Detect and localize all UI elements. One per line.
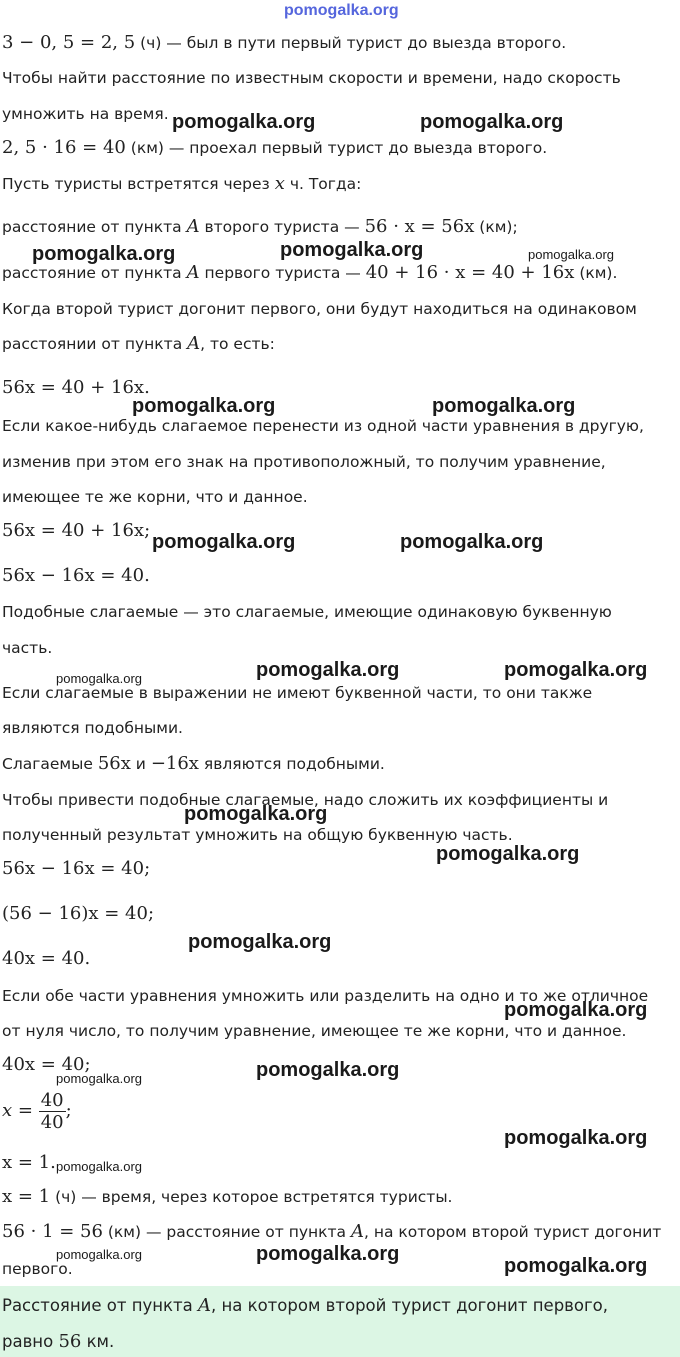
watermark: pomogalka.org: [256, 659, 400, 681]
watermark: pomogalka.org: [504, 1255, 648, 1277]
numerator: 40: [40, 1090, 64, 1111]
watermark: pomogalka.org: [256, 1059, 400, 1081]
watermark: pomogalka.org: [504, 659, 648, 681]
text: , то есть:: [200, 335, 275, 353]
text: ч. Тогда:: [284, 175, 362, 193]
denominator: 40: [40, 1112, 64, 1133]
math: A: [186, 262, 200, 283]
line-7: [2, 263, 617, 283]
watermark: pomogalka.org: [56, 1159, 142, 1174]
answer-box: [0, 1286, 680, 1357]
line-16: Подобные слагаемые — это слагаемые, имеющие одинаковую буквенную: [2, 603, 612, 621]
line-25: [2, 949, 90, 969]
line-21: Чтобы привести подобные слагаемые, надо сложить их коэффициенты и: [2, 791, 609, 809]
math: 40x = 40;: [2, 1054, 91, 1075]
math: 56x − 16x = 40.: [2, 565, 150, 586]
math: 56 · 1 = 56: [2, 1221, 103, 1242]
watermark: pomogalka.org: [528, 247, 614, 262]
line-6: [2, 217, 518, 237]
watermark: pomogalka.org: [56, 1247, 142, 1262]
text: и: [130, 755, 151, 773]
math: −16x: [150, 753, 199, 774]
line-14: [2, 521, 150, 541]
math: A: [187, 333, 201, 354]
line-31: [2, 1187, 452, 1207]
text: (км) — расстояние от пункта: [102, 1223, 351, 1241]
text: второго туриста —: [199, 218, 365, 236]
math: x = 1: [2, 1186, 51, 1207]
line-18: Если слагаемые в выражении не имеют буквенной части, то они также: [2, 684, 593, 702]
line-30: [2, 1153, 56, 1173]
watermark: pomogalka.org: [504, 1127, 648, 1149]
text: км.: [81, 1332, 115, 1351]
answer-line-1: [2, 1296, 608, 1316]
watermark: pomogalka.org: [32, 243, 176, 265]
math: 56x − 16x = 40;: [2, 858, 151, 879]
line-19: являются подобными.: [2, 719, 183, 737]
text: (ч) — время, через которое встретятся туристы.: [50, 1188, 453, 1206]
fraction: [39, 1090, 66, 1133]
math: 56: [58, 1331, 82, 1352]
math: A: [197, 1295, 211, 1316]
watermark: pomogalka.org: [400, 531, 544, 553]
math: 56x: [97, 753, 131, 774]
text: (км);: [474, 218, 518, 236]
line-20: [2, 754, 385, 774]
line-8: Когда второй турист догонит первого, они будут находиться на одинаковом: [2, 300, 637, 318]
text: расстояние от пункта: [2, 264, 187, 282]
math: x: [274, 173, 285, 194]
text: (км) — проехал первый турист до выезда второго.: [125, 139, 548, 157]
line-32: [2, 1222, 661, 1242]
line-11: Если какое-нибудь слагаемое перенести из одной части уравнения в другую,: [2, 417, 644, 435]
watermark: pomogalka.org: [172, 111, 316, 133]
math: A: [186, 216, 200, 237]
watermark: pomogalka.org: [504, 999, 648, 1021]
line-29: [2, 1089, 72, 1133]
text: , на котором второй турист догонит первого,: [210, 1296, 608, 1315]
line-2: Чтобы найти расстояние по известным скорости и времени, надо скорость: [2, 69, 621, 87]
text: , на котором второй турист догонит: [363, 1223, 662, 1241]
text: расстояние от пункта: [2, 218, 187, 236]
math: x =: [2, 1100, 39, 1121]
math: 3 − 0, 5 = 2, 5: [2, 32, 136, 53]
line-26: Если обе части уравнения умножить или разделить на одно и то же отличное: [2, 987, 649, 1005]
line-4: [2, 138, 547, 158]
watermark-top: pomogalka.org: [284, 2, 399, 19]
text: равно: [2, 1332, 59, 1351]
text: Пусть туристы встретятся через: [2, 175, 275, 193]
line-15: [2, 566, 150, 586]
math: A: [350, 1221, 364, 1242]
math: ;: [65, 1100, 72, 1121]
watermark: pomogalka.org: [152, 531, 296, 553]
math: 40x = 40.: [2, 948, 91, 969]
line-10: [2, 378, 150, 398]
watermark: pomogalka.org: [132, 395, 276, 417]
line-24: [2, 904, 154, 924]
line-3: умножить на время.: [2, 105, 169, 123]
line-1: [2, 33, 566, 53]
text: Слагаемые: [2, 755, 98, 773]
watermark: pomogalka.org: [184, 803, 328, 825]
line-9: [2, 334, 275, 354]
math: x = 1.: [2, 1152, 56, 1173]
math: (56 − 16)x = 40;: [2, 903, 155, 924]
text: являются подобными.: [198, 755, 385, 773]
line-13: имеющее те же корни, что и данное.: [2, 488, 308, 506]
line-27: от нуля число, то получим уравнение, имеющее те же корни, что и данное.: [2, 1022, 627, 1040]
math: 56x = 40 + 16x.: [2, 377, 150, 398]
math: 40 + 16 · x = 40 + 16x: [365, 262, 575, 283]
answer-line-2: [2, 1332, 114, 1352]
watermark: pomogalka.org: [56, 671, 142, 686]
text: первого туриста —: [199, 264, 366, 282]
math: 2, 5 · 16 = 40: [2, 137, 126, 158]
watermark: pomogalka.org: [420, 111, 564, 133]
watermark: pomogalka.org: [256, 1243, 400, 1265]
watermark: pomogalka.org: [436, 843, 580, 865]
watermark: pomogalka.org: [280, 239, 424, 261]
watermark: pomogalka.org: [56, 1071, 142, 1086]
math: 56x = 40 + 16x;: [2, 520, 151, 541]
text: (ч) — был в пути первый турист до выезда второго.: [135, 34, 567, 52]
line-33: первого.: [2, 1260, 73, 1278]
text: (км).: [574, 264, 618, 282]
line-22: полученный результат умножить на общую буквенную часть.: [2, 826, 513, 844]
line-12: изменив при этом его знак на противоположный, то получим уравнение,: [2, 453, 606, 471]
line-23: [2, 859, 150, 879]
line-17: часть.: [2, 639, 53, 657]
text: расстоянии от пункта: [2, 335, 188, 353]
watermark: pomogalka.org: [432, 395, 576, 417]
watermark: pomogalka.org: [188, 931, 332, 953]
math: 56 · x = 56x: [364, 216, 475, 237]
line-5: [2, 174, 361, 194]
text: Расстояние от пункта: [2, 1296, 198, 1315]
